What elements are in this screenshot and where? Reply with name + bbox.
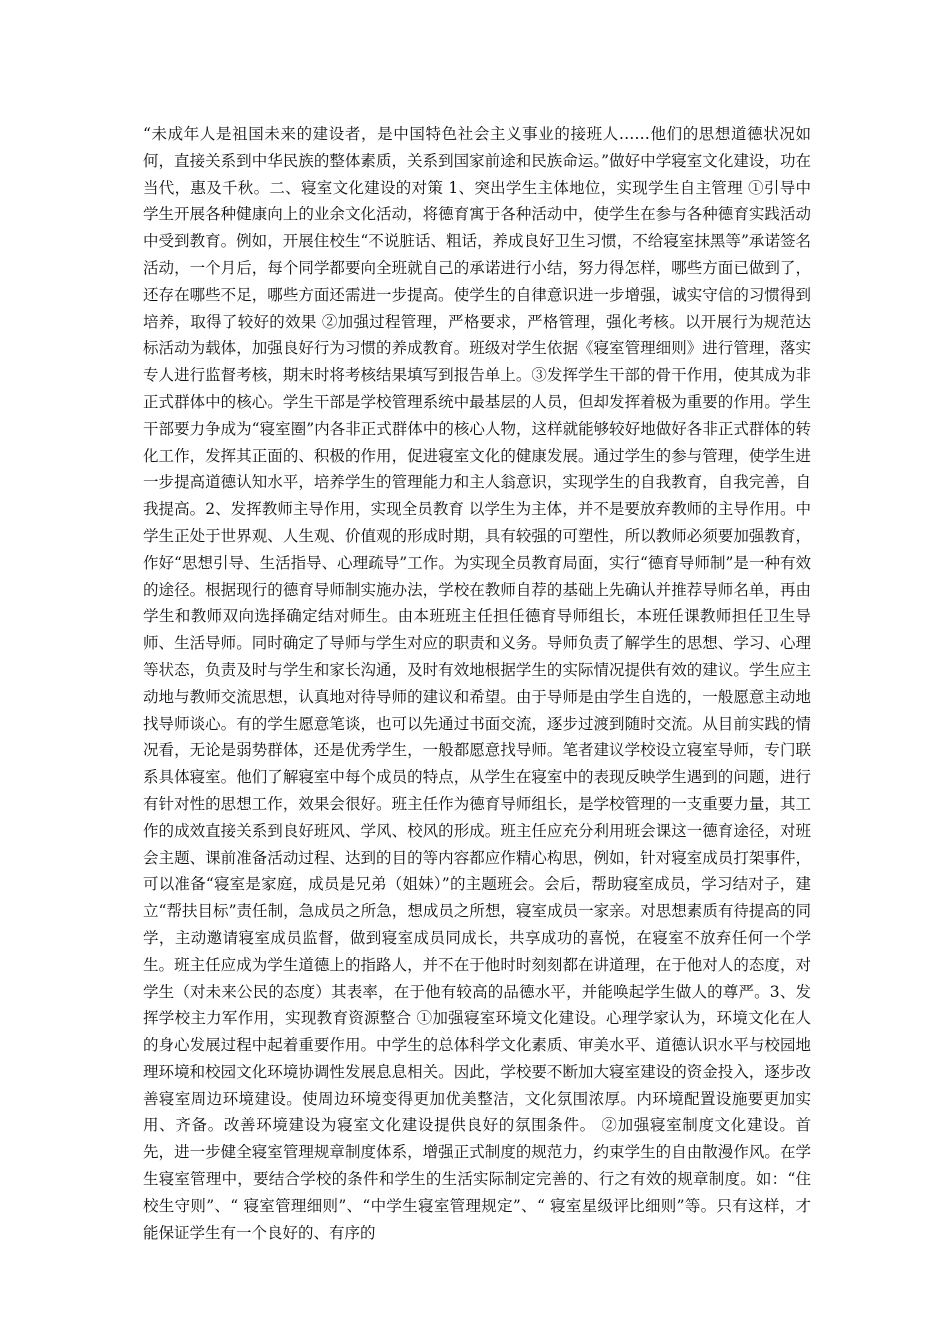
body-paragraph: “未成年人是祖国未来的建设者，是中国特色社会主义事业的接班人……他们的思想道德状况如何，直接关系到中华民族的整体素质，关系到国家前途和民族命运。”做好中学寝室文化建设，功在当代，惠及千秋。二、寝室文化建设的对策 1、突出学生主体地位，实现学生自主管理 ①引导中学生开展各种健康向上的业余文化活动，将德育寓于各种活动中，使学生在参与各种德育实践活动中受到教育。例如，开展住校生“不说脏话、粗话，养成良好卫生习惯，不给寝室抹黑等”承诺签名活动，一个月后，每个同学都要向全班就自己的承诺进行小结，努力得怎样，哪些方面已做到了，还存在哪些不足，哪些方面还需进一步提高。使学生的自律意识进一步增强，诚实守信的习惯得到培养，取得了较好的效果 ②加强过程管理，严格要求，严格管理，强化考核。以开展行为规范达标活动为载体，加强良好行为习惯的养成教育。班级对学生依据《寝室管理细则》进行管理，落实专人进行监督考核，期末时将考核结果填写到报告单上。③发挥学生干部的骨干作用，使其成为非正式群体中的核心。学生干部是学校管理系统中最基层的人员，但却发挥着极为重要的作用。学生干部要力争成为“寝室圈”内各非正式群体中的核心人物，这样就能够较好地做好各非正式群体的转化工作，发挥其正面的、积极的作用，促进寝室文化的健康发展。通过学生的参与管理，使学生进一步提高道德认知水平，培养学生的管理能力和主人翁意识，实现学生的自我教育，自我完善，自我提高。2、发挥教师主导作用，实现全员教育 以学生为主体，并不是要放弃教师的主导作用。中学生正处于世界观、人生观、价值观的形成时期，具有较强的可塑性，所以教师必须要加强教育，作好“思想引导、生活指导、心理疏导”工作。为实现全员教育局面，实行“德育导师制”是一种有效的途径。根据现行的德育导师制实施办法，学校在教师自荐的基础上先确认并推荐导师名单，再由学生和教师双向选择确定结对师生。由本班班主任担任德育导师组长，本班任课教师担任卫生导师、生活导师。同时确定了导师与学生对应的职责和义务。导师负责了解学生的思想、学习、心理等状态，负责及时与学生和家长沟通，及时有效地根据学生的实际情况提供有效的建议。学生应主动地与教师交流思想，认真地对待导师的建议和希望。由于导师是由学生自选的，一般愿意主动地找导师谈心。有的学生愿意笔谈，也可以先通过书面交流，逐步过渡到随时交流。从目前实践的情况看，无论是弱势群体，还是优秀学生，一般都愿意找导师。笔者建议学校设立寝室导师，专门联系具体寝室。他们了解寝室中每个成员的特点，从学生在寝室中的表现反映学生遇到的问题，进行有针对性的思想工作，效果会很好。班主任作为德育导师组长，是学校管理的一支重要力量，其工作的成效直接关系到良好班风、学风、校风的形成。班主任应充分利用班会课这一德育途径，对班会主题、课前准备活动过程、达到的目的等内容都应作精心构思，例如，针对寝室成员打架事件，可以准备“寝室是家庭，成员是兄弟（姐妹）”的主题班会。会后，帮助寝室成员，学习结对子，建立“帮扶目标”责任制，急成员之所急，想成员之所想，寝室成员一家亲。对思想素质有待提高的同学，主动邀请寝室成员监督，做到寝室成员同成长，共享成功的喜悦，在寝室不放弃任何一个学生。班主任应成为学生道德上的指路人，并不在于他时时刻刻都在讲道理，在于他对人的态度，对学生（对未来公民的态度）其表率，在于他有较高的品德水平，并能唤起学生做人的尊严。3、发挥学校主力军作用，实现教育资源整合 ①加强寝室环境文化建设。心理学家认为，环境文化在人的身心发展过程中起着重要作用。中学生的总体科学文化素质、审美水平、道德认识水平与校园地理环境和校园文化环境协调性发展息息相关。因此，学校要不断加大寝室建设的资金投入，逐步改善寝室周边环境建设。使周边环境变得更加优美整洁，文化氛围浓厚。内环境配置设施要更加实用、齐备。改善环境建设为寝室文化建设提供良好的氛围条件。 ②加强寝室制度文化建设。首先，进一步健全寝室管理规章制度体系，增强正式制度的规范力，约束学生的自由散漫作风。在学生寝室管理中，要结合学校的条件和学生的生活实际制定完善的、行之有效的规章制度。如：“住校生守则”、“ 寝室管理细则”、“中学生寝室管理规定”、“ 寝室星级评比细则”等。只有这样，才能保证学生有一个良好的、有序的 <box>143 125 811 1242</box>
document-body <box>143 121 811 1246</box>
